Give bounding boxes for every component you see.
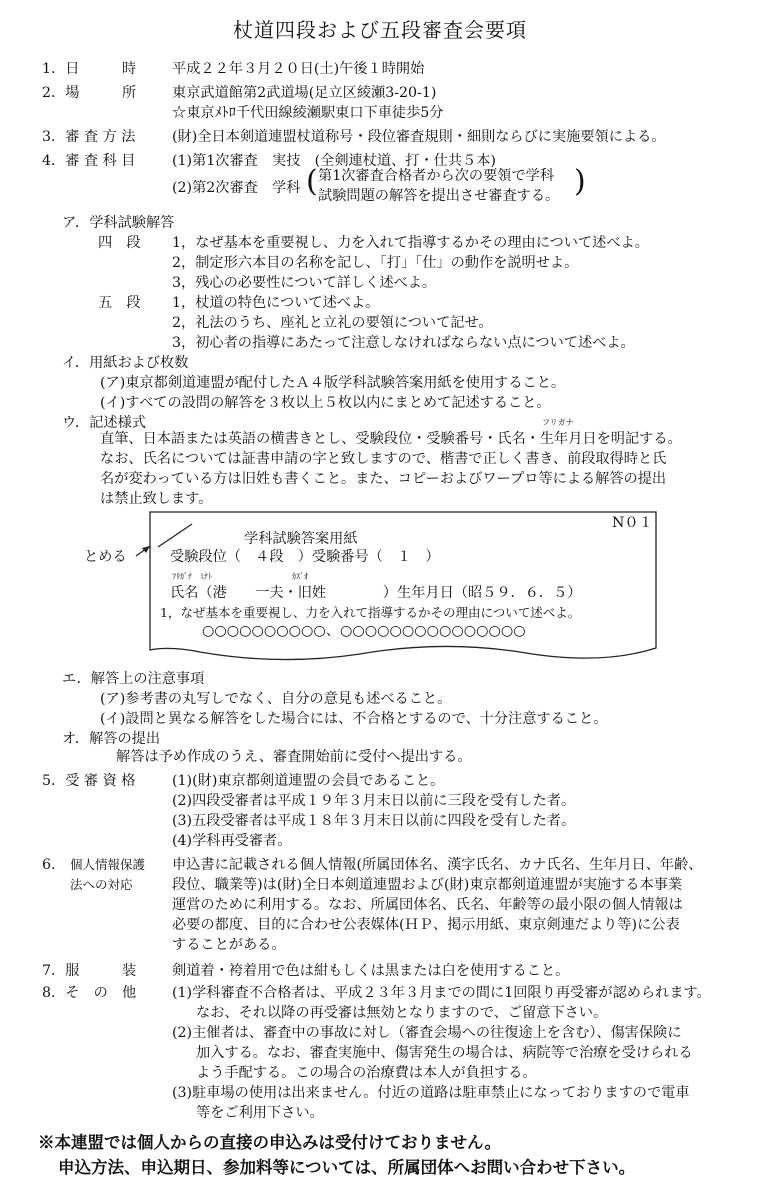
sheet-number: N０１: [612, 515, 653, 531]
section-2-label: 2．場 所: [42, 85, 137, 101]
eligibility-2: (2)四段受審者は平成１９年３月末日以前に三段を受有した者。: [172, 793, 576, 809]
submission-text: 解答は予め作成のうえ、審査開始前に受付へ提出する。: [116, 749, 472, 765]
section-5-label: 5．受 審 資 格: [42, 773, 136, 789]
exam-item-1: (1)第1次審査 実技 (全剣連杖道、打・仕共５本): [172, 153, 496, 169]
eligibility-4: (4)学科再受審者。: [172, 833, 292, 849]
privacy-line-3: 運営のために利用する。なお、所属団体名、氏名、年齢等の最小限の個人情報は: [172, 897, 683, 913]
subsection-a-heading: ア．学科試験解答: [62, 215, 175, 231]
eligibility-3: (3)五段受審者は平成１８年３月末日以前に四段を受有した者。: [172, 813, 576, 829]
yondan-question-3: 3，残心の必要性について詳しく述べよ。: [172, 275, 437, 291]
section-6-label-2: 法への対応: [70, 877, 133, 892]
tomeru-label: とめる: [84, 549, 127, 565]
sheet-heading: 学科試験答案用紙: [244, 531, 358, 547]
section-8-label: 8．そ の 他: [42, 985, 137, 1001]
sheet-question-row: 1，なぜ基本を重要視し、力を入れて指導するかその理由について述べよ。: [160, 605, 581, 620]
section-2-access: ☆東京ﾒﾄﾛ千代田線綾瀬駅東口下車徒歩5分: [172, 105, 444, 121]
subsection-o-heading: オ．解答の提出: [62, 731, 161, 747]
other-line-1: (1)学科審査不合格者は、平成２３年３月までの間に1回限り再受審が認められます。: [172, 985, 711, 1001]
footer-notice-1: ※本連盟では個人からの直接の申込みは受付けておりません。: [38, 1133, 501, 1152]
exam-item-2-note-1: 第1次審査合格者から次の要領で学科: [318, 168, 555, 184]
section-4-label: 4．審 査 科 目: [42, 153, 136, 169]
sheet-rank-number-row: 受験段位（ ４段 ）受験番号（ １ ）: [170, 549, 440, 565]
section-2-venue: 東京武道館第2武道場(足立区綾瀬3-20-1): [172, 85, 437, 101]
yondan-question-2: 2，制定形六本目の名称を記し、「打」「仕」の動作を説明せよ。: [172, 255, 579, 271]
note-1: (ア)参考書の丸写しでなく、自分の意見も述べること。: [100, 691, 452, 707]
brace-left: (: [306, 164, 318, 199]
section-1-date: 平成２２年３月２０日(土)午後１時開始: [172, 61, 425, 77]
format-line-2: なお、氏名については証書申請の字と致しますので、楷書で正しく書き、前段取得時と氏: [100, 451, 667, 467]
sheet-ruby-1: ﾌﾘｶﾞﾅ ﾐﾅﾄ: [172, 572, 212, 581]
format-line-3: 名が変わっている方は旧姓も書くこと。また、コピーおよびワープロ等による解答の提出: [100, 471, 667, 487]
section-3-text: (財)全日本剣道連盟杖道称号・段位審査規則・細則ならびに実施要領による。: [172, 129, 666, 145]
other-line-2: なお、それ以降の再受審は無効となりますので、ご留意下さい。: [196, 1005, 608, 1021]
sheet-name-row: 氏名（港 一夫・旧姓 ）生年月日（昭５９．６．５）: [170, 585, 582, 601]
section-7-label: 7．服 装: [42, 963, 137, 979]
format-line-1: 直筆、日本語または英語の横書きとし、受験段位・受験番号・氏名・生年月日を明記する。: [100, 431, 682, 447]
format-line-4: は禁止致します。: [100, 491, 213, 507]
exam-item-2: (2)第2次審査 学科: [172, 180, 301, 196]
section-6-number: 6．: [42, 857, 66, 873]
godan-question-3: 3，初心者の指導にあたって注意しなければならない点について述べよ。: [172, 335, 635, 351]
subsection-i-heading: イ．用紙および枚数: [62, 355, 189, 371]
section-6-label-1: 個人情報保護: [70, 857, 146, 872]
footer-notice-2: 申込方法、申込期日、参加料等については、所属団体へお問い合わせ下さい。: [58, 1158, 636, 1177]
sheet-ruby-2: ｶｽﾞｵ: [292, 572, 308, 581]
yondan-question-1: 1，なぜ基本を重要視し、力を入れて指導するかその理由について述べよ。: [172, 235, 649, 251]
privacy-line-1: 申込書に記載される個人情報(所属団体名、漢字氏名、カナ氏名、生年月日、年齢、: [172, 857, 703, 873]
other-line-3: (2)主催者は、審査中の事故に対し（審査会場への往復途上を含む）、傷害保険に: [172, 1025, 682, 1041]
other-line-4: 加入する。なお、審査実施中、傷害発生の場合は、病院等で治療を受けられる: [196, 1045, 693, 1061]
paper-rule-2: (イ)すべての設問の解答を３枚以上５枚以内にまとめて記述すること。: [100, 395, 551, 411]
privacy-line-2: 段位、職業等)は(財)全日本剣道連盟および(財)東京都剣道連盟が実施する本事業: [172, 877, 683, 893]
note-2: (イ)設問と異なる解答をした場合には、不合格とするので、十分注意すること。: [100, 711, 608, 727]
attire-text: 剣道着・袴着用で色は紺もしくは黒または白を使用すること。: [172, 963, 570, 979]
brace-right: ): [574, 164, 586, 199]
godan-question-1: 1，杖道の特色について述べよ。: [172, 295, 380, 311]
other-line-5: よう手配する。この場合の治療費は本人が負担する。: [196, 1065, 537, 1081]
subsection-e-heading: エ．解答上の注意事項: [62, 671, 205, 687]
exam-item-2-note-2: 試験問題の解答を提出させ審査する。: [318, 188, 560, 204]
yondan-label: 四 段: [98, 235, 141, 251]
section-1-label: 1．日 時: [42, 61, 137, 77]
paper-rule-1: (ア)東京都剣道連盟が配付したＡ４版学科試験答案用紙を使用すること。: [100, 375, 566, 391]
godan-question-2: 2，礼法のうち、座礼と立礼の要領について記せ。: [172, 315, 493, 331]
other-line-7: 等をご利用下さい。: [196, 1105, 324, 1121]
sheet-answer-row: ○○○○○○○○○○、○○○○○○○○○○○○○○○: [202, 623, 526, 639]
privacy-line-4: 必要の都度、目的に合わせ公表媒体(ＨＰ、掲示用紙、東京剣連だより等)に公表: [172, 917, 680, 933]
page-title: 杖道四段および五段審査会要項: [233, 18, 527, 42]
section-3-label: 3．審 査 方 法: [42, 129, 136, 145]
privacy-line-5: することがある。: [172, 937, 286, 953]
other-line-6: (3)駐車場の使用は出来ません。付近の道路は駐車禁止になっておりますので電車: [172, 1085, 690, 1101]
godan-label: 五 段: [98, 295, 141, 311]
eligibility-1: (1)(財)東京都剣道連盟の会員であること。: [172, 773, 445, 789]
subsection-u-heading: ウ．記述様式: [62, 415, 146, 431]
furigana-ruby: フリガナ: [542, 418, 574, 427]
